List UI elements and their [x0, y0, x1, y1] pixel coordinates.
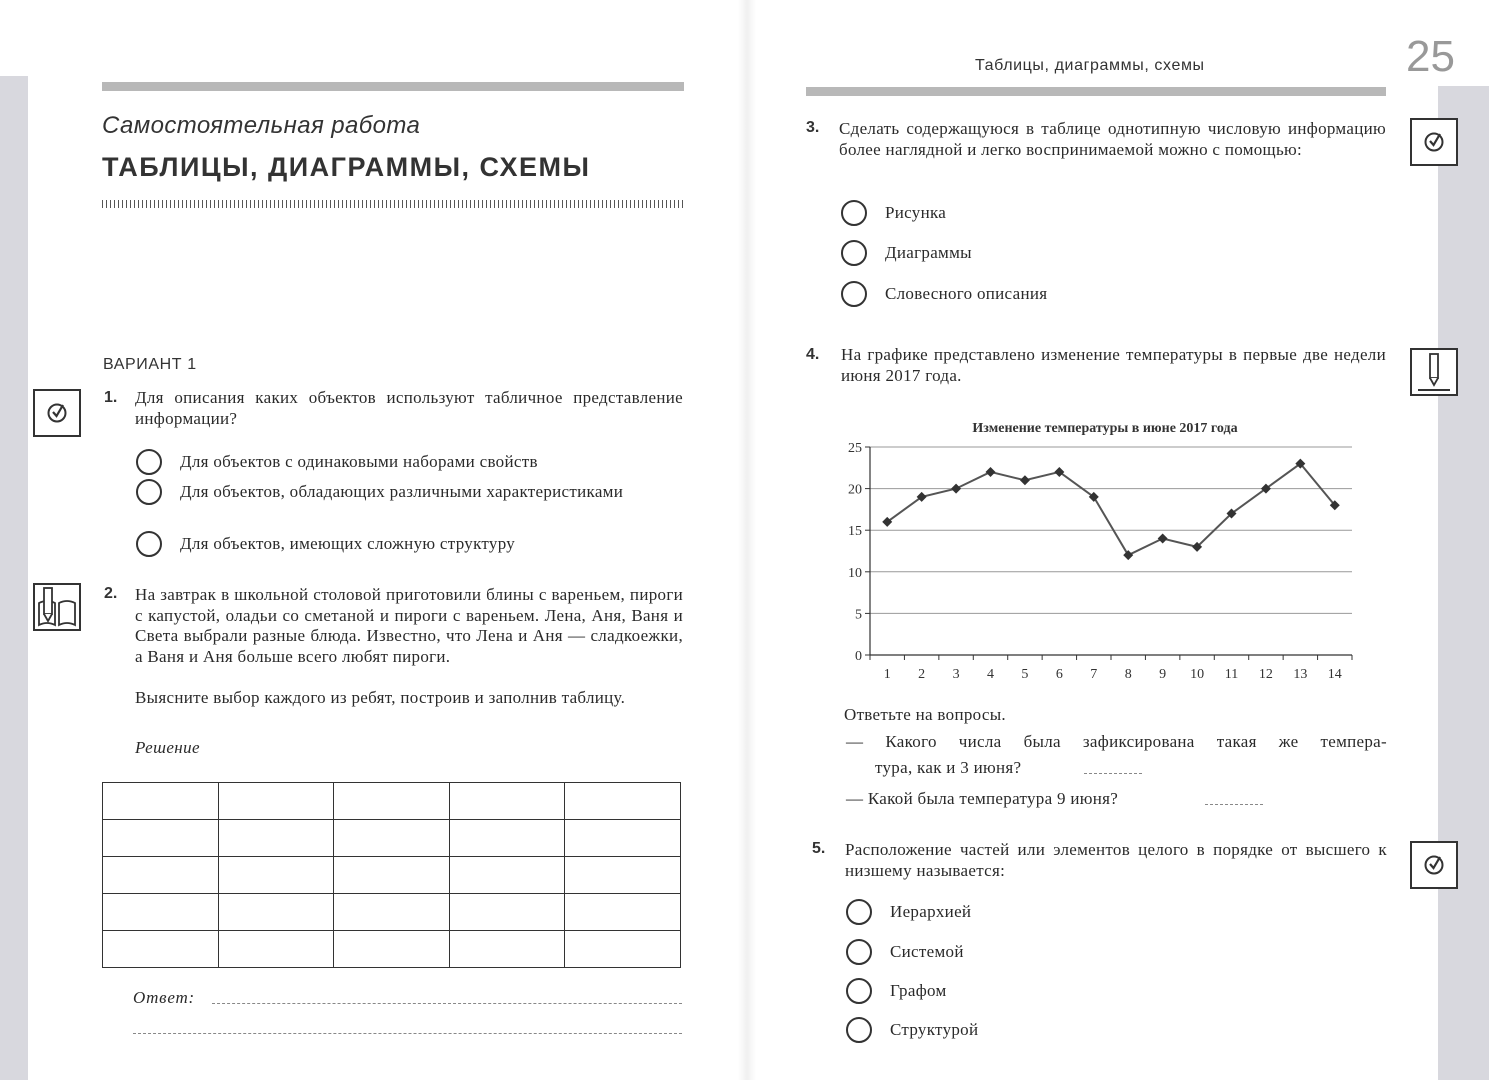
top-rule-right	[806, 87, 1386, 96]
chart-x-tick-label: 10	[1190, 667, 1205, 682]
radio-button[interactable]	[846, 978, 872, 1004]
check-circle-icon	[33, 389, 81, 437]
radio-button[interactable]	[841, 200, 867, 226]
page-fold	[738, 0, 756, 1080]
chart-y-tick-label: 20	[848, 482, 862, 498]
pencil-book-icon	[33, 583, 81, 631]
option-label: Системой	[890, 942, 964, 961]
chart-x-tick-label: 1	[883, 667, 891, 682]
chart-x-tick-label: 7	[1090, 667, 1098, 682]
q3-number: 3.	[806, 119, 820, 136]
title-hatch-rule	[102, 200, 684, 208]
answer-line-2[interactable]	[133, 1033, 682, 1034]
q5-option-1[interactable]	[846, 902, 971, 925]
answer-label: Ответ:	[133, 988, 195, 1007]
chart-x-tick-label: 11	[1224, 667, 1239, 682]
chart-y-ticks	[848, 441, 862, 664]
radio-button[interactable]	[136, 531, 162, 557]
q5-text: Расположение частей или элементов целого в порядке от высшего к низшему называется:	[845, 840, 1387, 880]
left-margin-band	[0, 76, 28, 1080]
chart-y-tick-label: 0	[855, 649, 862, 664]
variant-label: ВАРИАНТ 1	[103, 356, 197, 373]
radio-button[interactable]	[841, 240, 867, 266]
option-label: Структурой	[890, 1020, 979, 1039]
chart-x-tick-label: 12	[1258, 667, 1273, 682]
solution-label: Решение	[135, 738, 200, 757]
top-rule-left	[102, 82, 684, 91]
option-label: Словесного описания	[885, 284, 1048, 303]
running-header: Таблицы, диаграммы, схемы	[975, 57, 1205, 74]
chart-x-tick-label: 5	[1021, 667, 1029, 682]
section-title: ТАБЛИЦЫ, ДИАГРАММЫ, СХЕМЫ	[102, 152, 591, 182]
radio-button[interactable]	[846, 899, 872, 925]
option-label: Для объектов с одинаковыми наборами свойств	[180, 452, 538, 471]
q1-option-3[interactable]	[136, 534, 684, 557]
option-label: Графом	[890, 981, 947, 1000]
q4-subquestion-2: — Какой была температура 9 июня?	[846, 789, 1119, 808]
q4-number: 4.	[806, 346, 820, 363]
chart-points	[882, 459, 1340, 561]
radio-button[interactable]	[846, 1017, 872, 1043]
chart-x-tick-label: 13	[1293, 667, 1308, 682]
chart-y-tick-label: 25	[848, 441, 862, 456]
option-label: Диаграммы	[885, 243, 972, 262]
radio-button[interactable]	[846, 939, 872, 965]
q2-text-2: Выясните выбор каждого из ребят, построив и заполнив таблицу.	[135, 688, 626, 707]
pencil-icon	[1410, 348, 1458, 396]
q4-answer-line-1[interactable]	[1084, 773, 1142, 774]
chart-x-tick-label: 8	[1124, 667, 1132, 682]
q5-number: 5.	[812, 840, 826, 857]
answer-line-1[interactable]	[212, 1003, 682, 1004]
chart-data-point	[1158, 534, 1168, 544]
section-subtitle: Самостоятельная работа	[102, 112, 421, 139]
chart-x-tick-label: 6	[1055, 667, 1063, 682]
temperature-chart	[836, 410, 1366, 690]
q4-answer-line-2[interactable]	[1205, 804, 1263, 805]
option-label: Для объектов, обладающих различными характеристиками	[180, 482, 624, 501]
q5-option-3[interactable]	[846, 981, 947, 1004]
chart-x-tick-label: 9	[1159, 667, 1167, 682]
chart-series-line	[887, 464, 1335, 556]
q2-text: На завтрак в школьной столовой приготовили блины с вареньем, пироги с капустой, оладьи со сметаной и пироги с вареньем. Лена, Аня, Ваня и Света выбрали разные блюда. Известно, что Лена и Аня — сладкоежки, а Ваня и Аня больше всего любят пироги.	[135, 585, 683, 666]
chart-data-point	[1123, 550, 1133, 560]
check-circle-icon	[1410, 841, 1458, 889]
radio-button[interactable]	[136, 479, 162, 505]
chart-data-point	[951, 484, 961, 494]
q5-option-4[interactable]	[846, 1020, 978, 1043]
chart-x-tick-label: 4	[987, 667, 994, 682]
q2-number: 2.	[104, 585, 118, 602]
chart-y-tick-label: 10	[848, 565, 862, 581]
option-label: Для объектов, имеющих сложную структуру	[180, 534, 516, 553]
solution-table[interactable]	[102, 782, 681, 968]
q1-option-2[interactable]	[136, 482, 684, 505]
q1-text: Для описания каких объектов используют табличное представление информации?	[135, 388, 683, 428]
q1-number: 1.	[104, 389, 118, 406]
page-number: 25	[1406, 32, 1455, 81]
q4-text: На графике представлено изменение температуры в первые две недели июня 2017 года.	[841, 345, 1386, 385]
check-circle-icon	[1410, 118, 1458, 166]
chart-title: Изменение температуры в июне 2017 года	[972, 421, 1238, 436]
chart-x-tick-label: 2	[918, 667, 926, 682]
q4-subquestion-1-line-1: — Какого числа была зафиксирована такая же темпера-	[846, 732, 1387, 751]
chart-data-point	[986, 467, 996, 477]
chart-x-tick-label: 3	[952, 667, 960, 682]
chart-y-tick-label: 5	[855, 607, 862, 623]
q4-answer-intro: Ответьте на вопросы.	[844, 705, 1006, 724]
q3-text: Сделать содержащуюся в таблице однотипную числовую информацию более наглядной и легко воспринимаемой можно с помощью:	[839, 119, 1386, 159]
q3-option-2[interactable]	[841, 243, 972, 266]
chart-data-point	[1020, 475, 1030, 485]
chart-x-tick-label: 14	[1327, 667, 1342, 682]
option-label: Иерархией	[890, 902, 972, 921]
q3-option-1[interactable]	[841, 203, 946, 226]
chart-y-tick-label: 15	[848, 524, 862, 540]
chart-grid	[870, 447, 1352, 613]
q5-option-2[interactable]	[846, 942, 964, 965]
q4-subquestion-1-line-2: тура, как и 3 июня?	[875, 758, 1022, 777]
radio-button[interactable]	[841, 281, 867, 307]
chart-x-ticks	[884, 667, 1342, 682]
q3-option-3[interactable]	[841, 284, 1047, 307]
radio-button[interactable]	[136, 449, 162, 475]
right-margin-band	[1438, 86, 1489, 1080]
option-label: Рисунка	[885, 203, 947, 222]
q1-option-1[interactable]	[136, 452, 684, 475]
